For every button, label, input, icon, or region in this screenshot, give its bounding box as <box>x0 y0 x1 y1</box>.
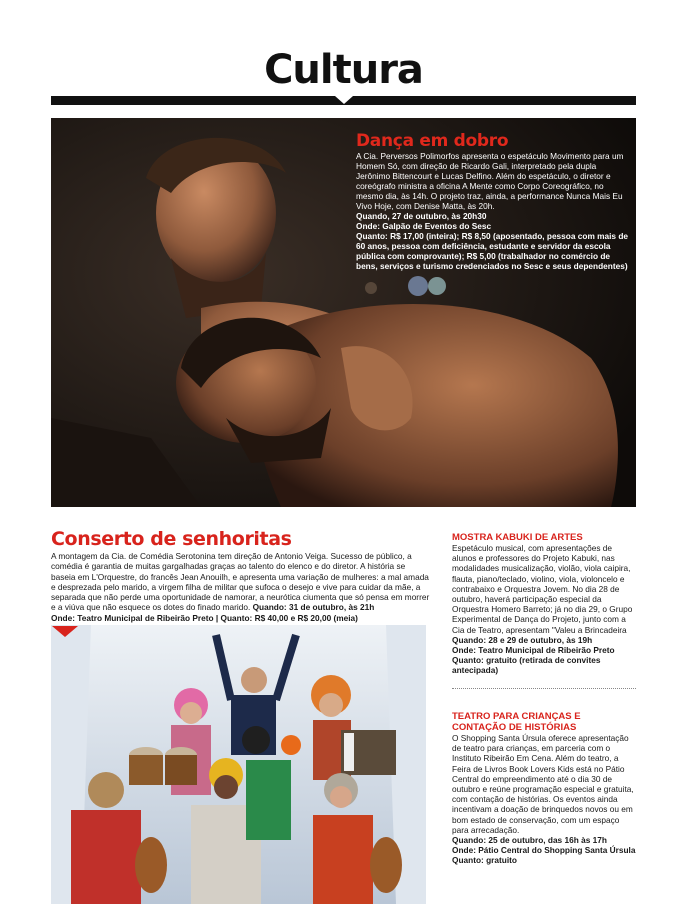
sidebar-item-body: Espetáculo musical, com apresentações de alunos e professores do Projeto Kabuki, nas modalidades musicalização, violão, viola caipira, flauta, piano/teclado, violino, viola, violoncelo e contrabaixo e Orquestra Jovem. No dia 28 de outubro, haverá participação especial da Orquestra Homero Barreto; já no dia 29, o Grupo Experimental de Dança do Projeto, junto com a Cia de Teatro, apresentam "Valeu a Brincadeira <box>452 543 633 635</box>
feature-price: Quanto: R$ 17,00 (inteira); R$ 8,50 (aposentado, pessoa com mais de 60 anos, pessoa com deficiência, estudante e servidor da escola pública com comprovante); R$ 5,00 (trabalhador no comércio de bens, serviços e turismo credenciados no Sesc e seus dependentes) <box>356 231 629 271</box>
sidebar-item-price: Quanto: gratuito <box>452 855 517 866</box>
sidebar-item-title: TEATRO PARA CRIANÇAS E CONTAÇÃO DE HISTÓRIAS <box>452 711 581 733</box>
article-where: Onde: Teatro Municipal de Ribeirão Preto | Quanto: R$ 40,00 e R$ 20,00 (meia) <box>51 612 358 623</box>
article-photo <box>51 625 426 904</box>
sidebar-item-kabuki <box>452 532 636 676</box>
sidebar-item-price: Quanto: gratuito (retirada de convites antecipada) <box>452 655 601 676</box>
sidebar-item-title: MOSTRA KABUKI DE ARTES <box>452 532 583 543</box>
sidebar-item-where: Onde: Teatro Municipal de Ribeirão Preto <box>452 645 615 656</box>
article-title: Conserto de senhoritas <box>51 528 292 550</box>
section-title: Cultura <box>264 47 423 93</box>
header-notch <box>335 96 353 104</box>
feature-title: Dança em dobro <box>356 131 509 151</box>
photo-marker <box>52 626 78 637</box>
sidebar-item-when: Quando: 28 e 29 de outubro, às 19h <box>452 634 593 645</box>
feature-when: Quando, 27 de outubro, às 20h30 <box>356 211 487 221</box>
feature-text <box>356 132 631 271</box>
sidebar-item-body: O Shopping Santa Úrsula oferece apresentação de teatro para crianças, em parceria com o Instituto Ribeirão Em Cena. Além do teatro, a Feira de Livros Book Lovers Kids está no Pátio Central do empreendimento até o dia 30 de outubro e reúne programação especial e gratuita, com contação de histórias. Os eventos ainda incentivam a doação de brinquedos novos ou em bom estado de conservação, com um espaço para arrecadação. <box>452 733 634 835</box>
article-text: A montagem da Cia. de Comédia Serotonina tem direção de Antonio Veiga. Sucesso de público, a comédia é garantia de muitas gargalhadas graças ao talento do elenco e do diretor. A história se baseia em L'Orquestre, do francês Jean Anouilh, e apresenta uma variação de mulheres: a mal amada e desprezada pelo marido, a virgem filha de militar que sufoca o desejo e vive para cuidar da mãe, a separada que não perde uma oportunidade de namorar, a neurótica ciumenta que só pensa em morrer e a viúva que não esquece os dotes do finado marido. <box>51 551 430 613</box>
sidebar-item-teatro <box>452 711 636 866</box>
feature-where: Onde: Galpão de Eventos do Sesc <box>356 221 492 231</box>
article-when: Quando: 31 de outubro, às 21h <box>252 602 375 613</box>
divider <box>452 688 636 689</box>
feature-lead: A Cia. Perversos Polimorfos apresenta o espetáculo Movimento para um Homem Só, com direção de Ricardo Gali, interpretado pela dupla Jerônimo Bittencourt e Lucas Delfino. Além do espetáculo, o diretor e coreógrafo ministra a oficina A Mente como Corpo Coreográfico, no mesmo dia, às 14h. O projeto traz, ainda, a performance Nunca Mais Eu Vivo Hoje, com Denise Matta, às 20h. <box>356 151 624 211</box>
sidebar-item-when: Quando: 25 de outubro, das 16h às 17h <box>452 835 607 846</box>
feature-photo <box>51 118 636 507</box>
article-body <box>51 551 431 623</box>
sidebar-item-where: Onde: Pátio Central do Shopping Santa Úrsula <box>452 845 636 856</box>
